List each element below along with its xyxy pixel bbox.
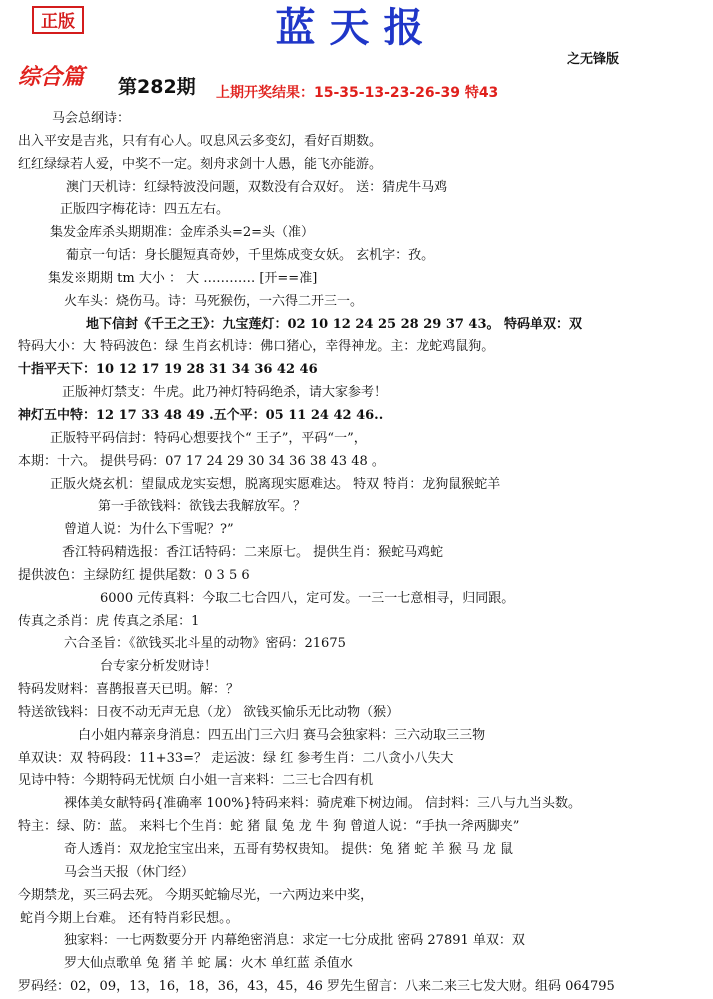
body-line: 集发金库杀头期期准：金库杀头=2=头（准） — [50, 225, 315, 241]
body-line: 曾道人说：为什么下雪呢？?” — [64, 522, 234, 538]
body-line: 神灯五中特：12 17 33 48 49 .五个平：05 11 24 42 46.. — [18, 407, 384, 423]
body-line: 见诗中特：今期特码无忧烦 白小姐一言来料：二三七合四有机 — [18, 773, 374, 789]
body-line: 传真之杀肖：虎 传真之杀尾：1 — [18, 613, 200, 629]
body-line: 白小姐内幕亲身消息：四五出门三六归 赛马会独家料：三六动取三三物 — [78, 727, 486, 743]
body-line: 裸体美女献特码{准确率 100%}特码来料：骑虎难下树边闹。 信封料：三八与九当头数。 — [64, 796, 581, 812]
body-line: 独家料：一七两数要分开 内幕绝密消息：求定一七分成批 密码 27891 单双：双 — [64, 933, 525, 949]
body-line: 集发※期期 tm 大小 ： 大 ………… [开==准] — [48, 270, 318, 286]
issue-number: 第282期 — [118, 76, 196, 98]
body-line: 特码发财料：喜鹊报喜天已明。解：？ — [18, 682, 240, 698]
body-line: 本期：十六。 提供号码：07 17 24 29 30 34 36 38 43 48 。 — [18, 453, 385, 469]
body-line: 第一手欲钱料：欲钱去我解放军。？ — [98, 499, 307, 515]
edition-label: 之无锋版 — [566, 52, 619, 67]
body-line: 今期禁龙，买三码去死。 今期买蛇输尽光，一六两边来中奖， — [18, 887, 374, 903]
body-line: 香江特码精选报：香江话特码：二来原七。 提供生肖：猴蛇马鸡蛇 — [62, 545, 444, 561]
body-line: 火车头：烧伤马。诗：马死猴伤，一六得二开三一。 — [64, 293, 364, 309]
body-line: 提供波色：主绿防红 提供尾数：0 3 5 6 — [18, 567, 250, 583]
edition-badge: 正版 — [32, 6, 84, 34]
body-line: 地下信封《千王之王》：九宝莲灯：02 10 12 24 25 28 29 37 43。 特码单双：双 — [86, 316, 583, 332]
body-line: 红红绿绿若人爱，中奖不一定。刻舟求剑十人愚，能飞亦能游。 — [18, 156, 383, 172]
body-line: 特送欲钱料：日夜不动无声无息（龙） 欲钱买愉乐无比动物（猴） — [18, 704, 400, 720]
body-line: 葡京一句话：身长腿短真奇妙，千里炼成变女妖。 玄机字：孜。 — [66, 248, 435, 264]
body-line: 正版四字梅花诗：四五左右。 — [60, 202, 230, 218]
body-line: 六合圣旨：《欲钱买北斗星的动物》密码：21675 — [64, 636, 346, 652]
body-line: 台专家分析发财诗！ — [100, 659, 218, 675]
body-line: 正版特平码信封：特码心想要找个“ 王子”，平码“一”， — [50, 430, 367, 446]
masthead-title: 蓝天报 — [275, 4, 438, 51]
body-line: 单双诀：双 特码段：11+33=？ 走运波：绿 红 参考生肖：二八贪小八失大 — [18, 750, 454, 766]
body-line: 特码大小：大 特码波色：绿 生肖玄机诗：佛口猪心，幸得神龙。主：龙蛇鸡鼠狗。 — [18, 339, 495, 355]
body-line: 蛇肖今期上台难。 还有特肖彩民想。。 — [20, 910, 239, 926]
body-line: 罗码经：02，09，13，16，18，36，43，45，46 罗先生留言：八来二来三七发大财。组码 064795 — [18, 979, 615, 995]
body-line: 十指平天下：10 12 17 19 28 31 34 36 42 46 — [18, 362, 318, 378]
body-line: 6000 元传真料：今取二七合四八，定可发。一三一七意相寻，归同跟。 — [100, 590, 515, 606]
body-line: 澳门天机诗：红绿特波没问题，双数没有合双好。 送：猜虎牛马鸡 — [66, 179, 448, 195]
body-line: 正版神灯禁支：牛虎。此乃神灯特码绝杀，请大家参考！ — [62, 385, 388, 401]
body-line: 奇人透肖：双龙抢宝宝出来，五哥有势权贵知。 提供：兔 猪 蛇 羊 猴 马 龙 鼠 — [64, 842, 514, 857]
body-line: 出入平安是吉兆，只有有心人。叹息风云多变幻，看好百期数。 — [18, 133, 383, 149]
section-title: 综合篇 — [18, 65, 85, 90]
body-line: 马会当天报（休门经） — [64, 864, 195, 880]
last-draw-result: 上期开奖结果：15-35-13-23-26-39 特43 — [216, 85, 499, 101]
body-line: 马会总纲诗： — [52, 111, 131, 126]
body-line: 罗大仙点歌单 兔 猪 羊 蛇 属：火木 单红蓝 杀值水 — [64, 956, 353, 972]
body-line: 正版火烧玄机：望鼠成龙实妄想，脱离现实愿难达。 特双 特肖：龙狗鼠猴蛇羊 — [50, 476, 501, 492]
body-line: 特主：绿、防：蓝。 来料七个生肖：蛇 猪 鼠 兔 龙 牛 狗 曾道人说：“手执一斧两脚夹” — [18, 819, 520, 835]
article-body — [0, 108, 713, 999]
